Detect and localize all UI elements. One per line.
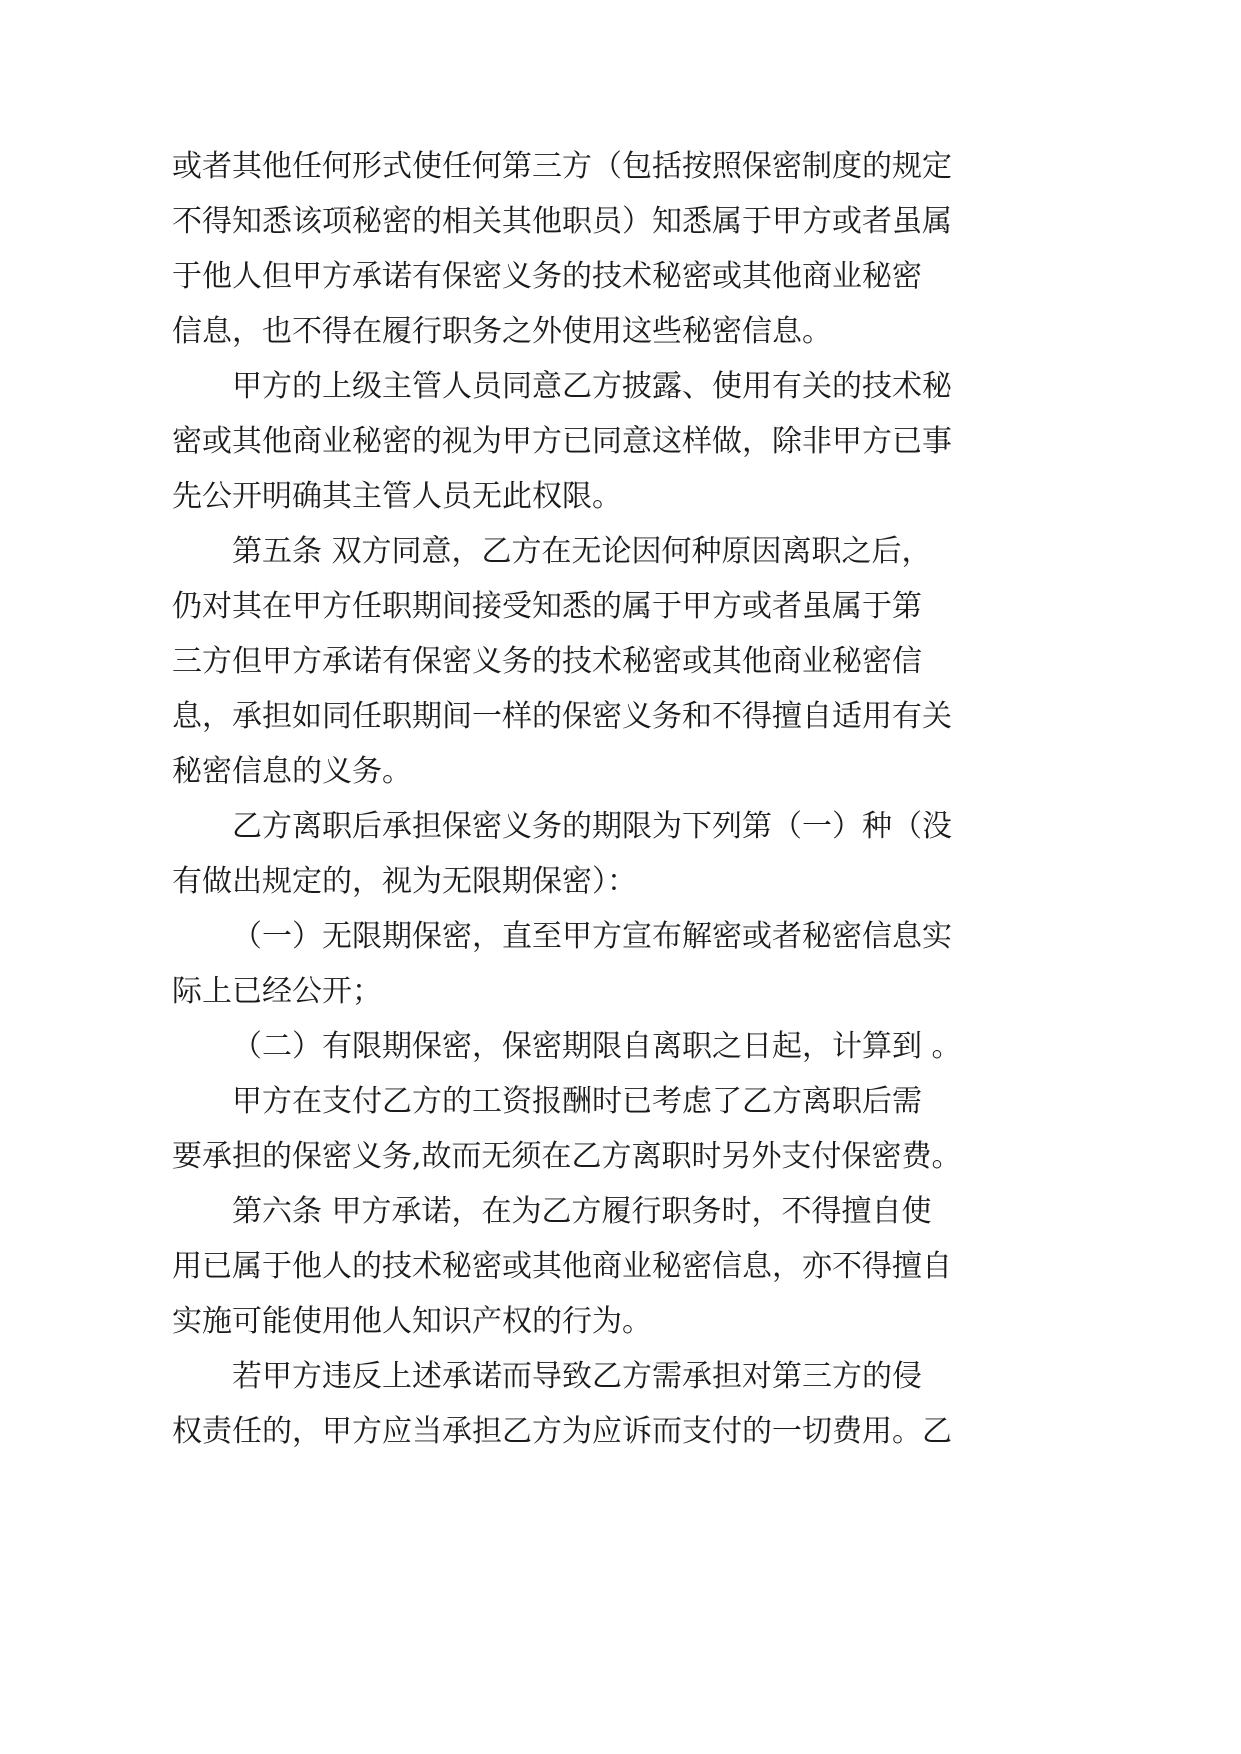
text-line: 第五条 双方同意，乙方在无论因何种原因离职之后， xyxy=(232,534,932,569)
text-line: 仍对其在甲方任职期间接受知悉的属于甲方或者虽属于第 xyxy=(172,589,922,624)
text-line: 若甲方违反上述承诺而导致乙方需承担对第三方的侵 xyxy=(232,1359,922,1394)
text-line: 用已属于他人的技术秘密或其他商业秘密信息，亦不得擅自 xyxy=(172,1249,952,1284)
text-line: 实施可能使用他人知识产权的行为。 xyxy=(172,1304,652,1339)
text-line: 不得知悉该项秘密的相关其他职员）知悉属于甲方或者虽属 xyxy=(172,204,952,239)
text-line: 有做出规定的，视为无限期保密）： xyxy=(172,864,637,899)
text-line: 乙方离职后承担保密义务的期限为下列第（一）种（没 xyxy=(232,809,952,844)
text-line: 于他人但甲方承诺有保密义务的技术秘密或其他商业秘密 xyxy=(172,259,922,294)
text-line: 秘密信息的义务。 xyxy=(172,754,412,789)
text-line: 先公开明确其主管人员无此权限。 xyxy=(172,479,622,514)
text-line: 要承担的保密义务,故而无须在乙方离职时另外支付保密费。 xyxy=(172,1139,962,1174)
text-line: 权责任的，甲方应当承担乙方为应诉而支付的一切费用。乙 xyxy=(172,1414,952,1449)
text-line: 三方但甲方承诺有保密义务的技术秘密或其他商业秘密信 xyxy=(172,644,922,679)
text-line: 密或其他商业秘密的视为甲方已同意这样做，除非甲方已事 xyxy=(172,424,952,459)
text-line: 第六条 甲方承诺，在为乙方履行职务时，不得擅自使 xyxy=(232,1194,932,1229)
text-line: 甲方在支付乙方的工资报酬时已考虑了乙方离职后需 xyxy=(232,1084,922,1119)
text-line: 甲方的上级主管人员同意乙方披露、使用有关的技术秘 xyxy=(232,369,952,404)
text-line: 际上已经公开； xyxy=(172,974,382,1009)
text-line: 或者其他任何形式使任何第三方（包括按照保密制度的规定 xyxy=(172,149,952,184)
text-line: 息，承担如同任职期间一样的保密义务和不得擅自适用有关 xyxy=(172,699,952,734)
text-line: 信息，也不得在履行职务之外使用这些秘密信息。 xyxy=(172,314,832,349)
text-line: （二）有限期保密，保密期限自离职之日起，计算到 。 xyxy=(232,1029,962,1064)
text-line: （一）无限期保密，直至甲方宣布解密或者秘密信息实 xyxy=(232,919,952,954)
